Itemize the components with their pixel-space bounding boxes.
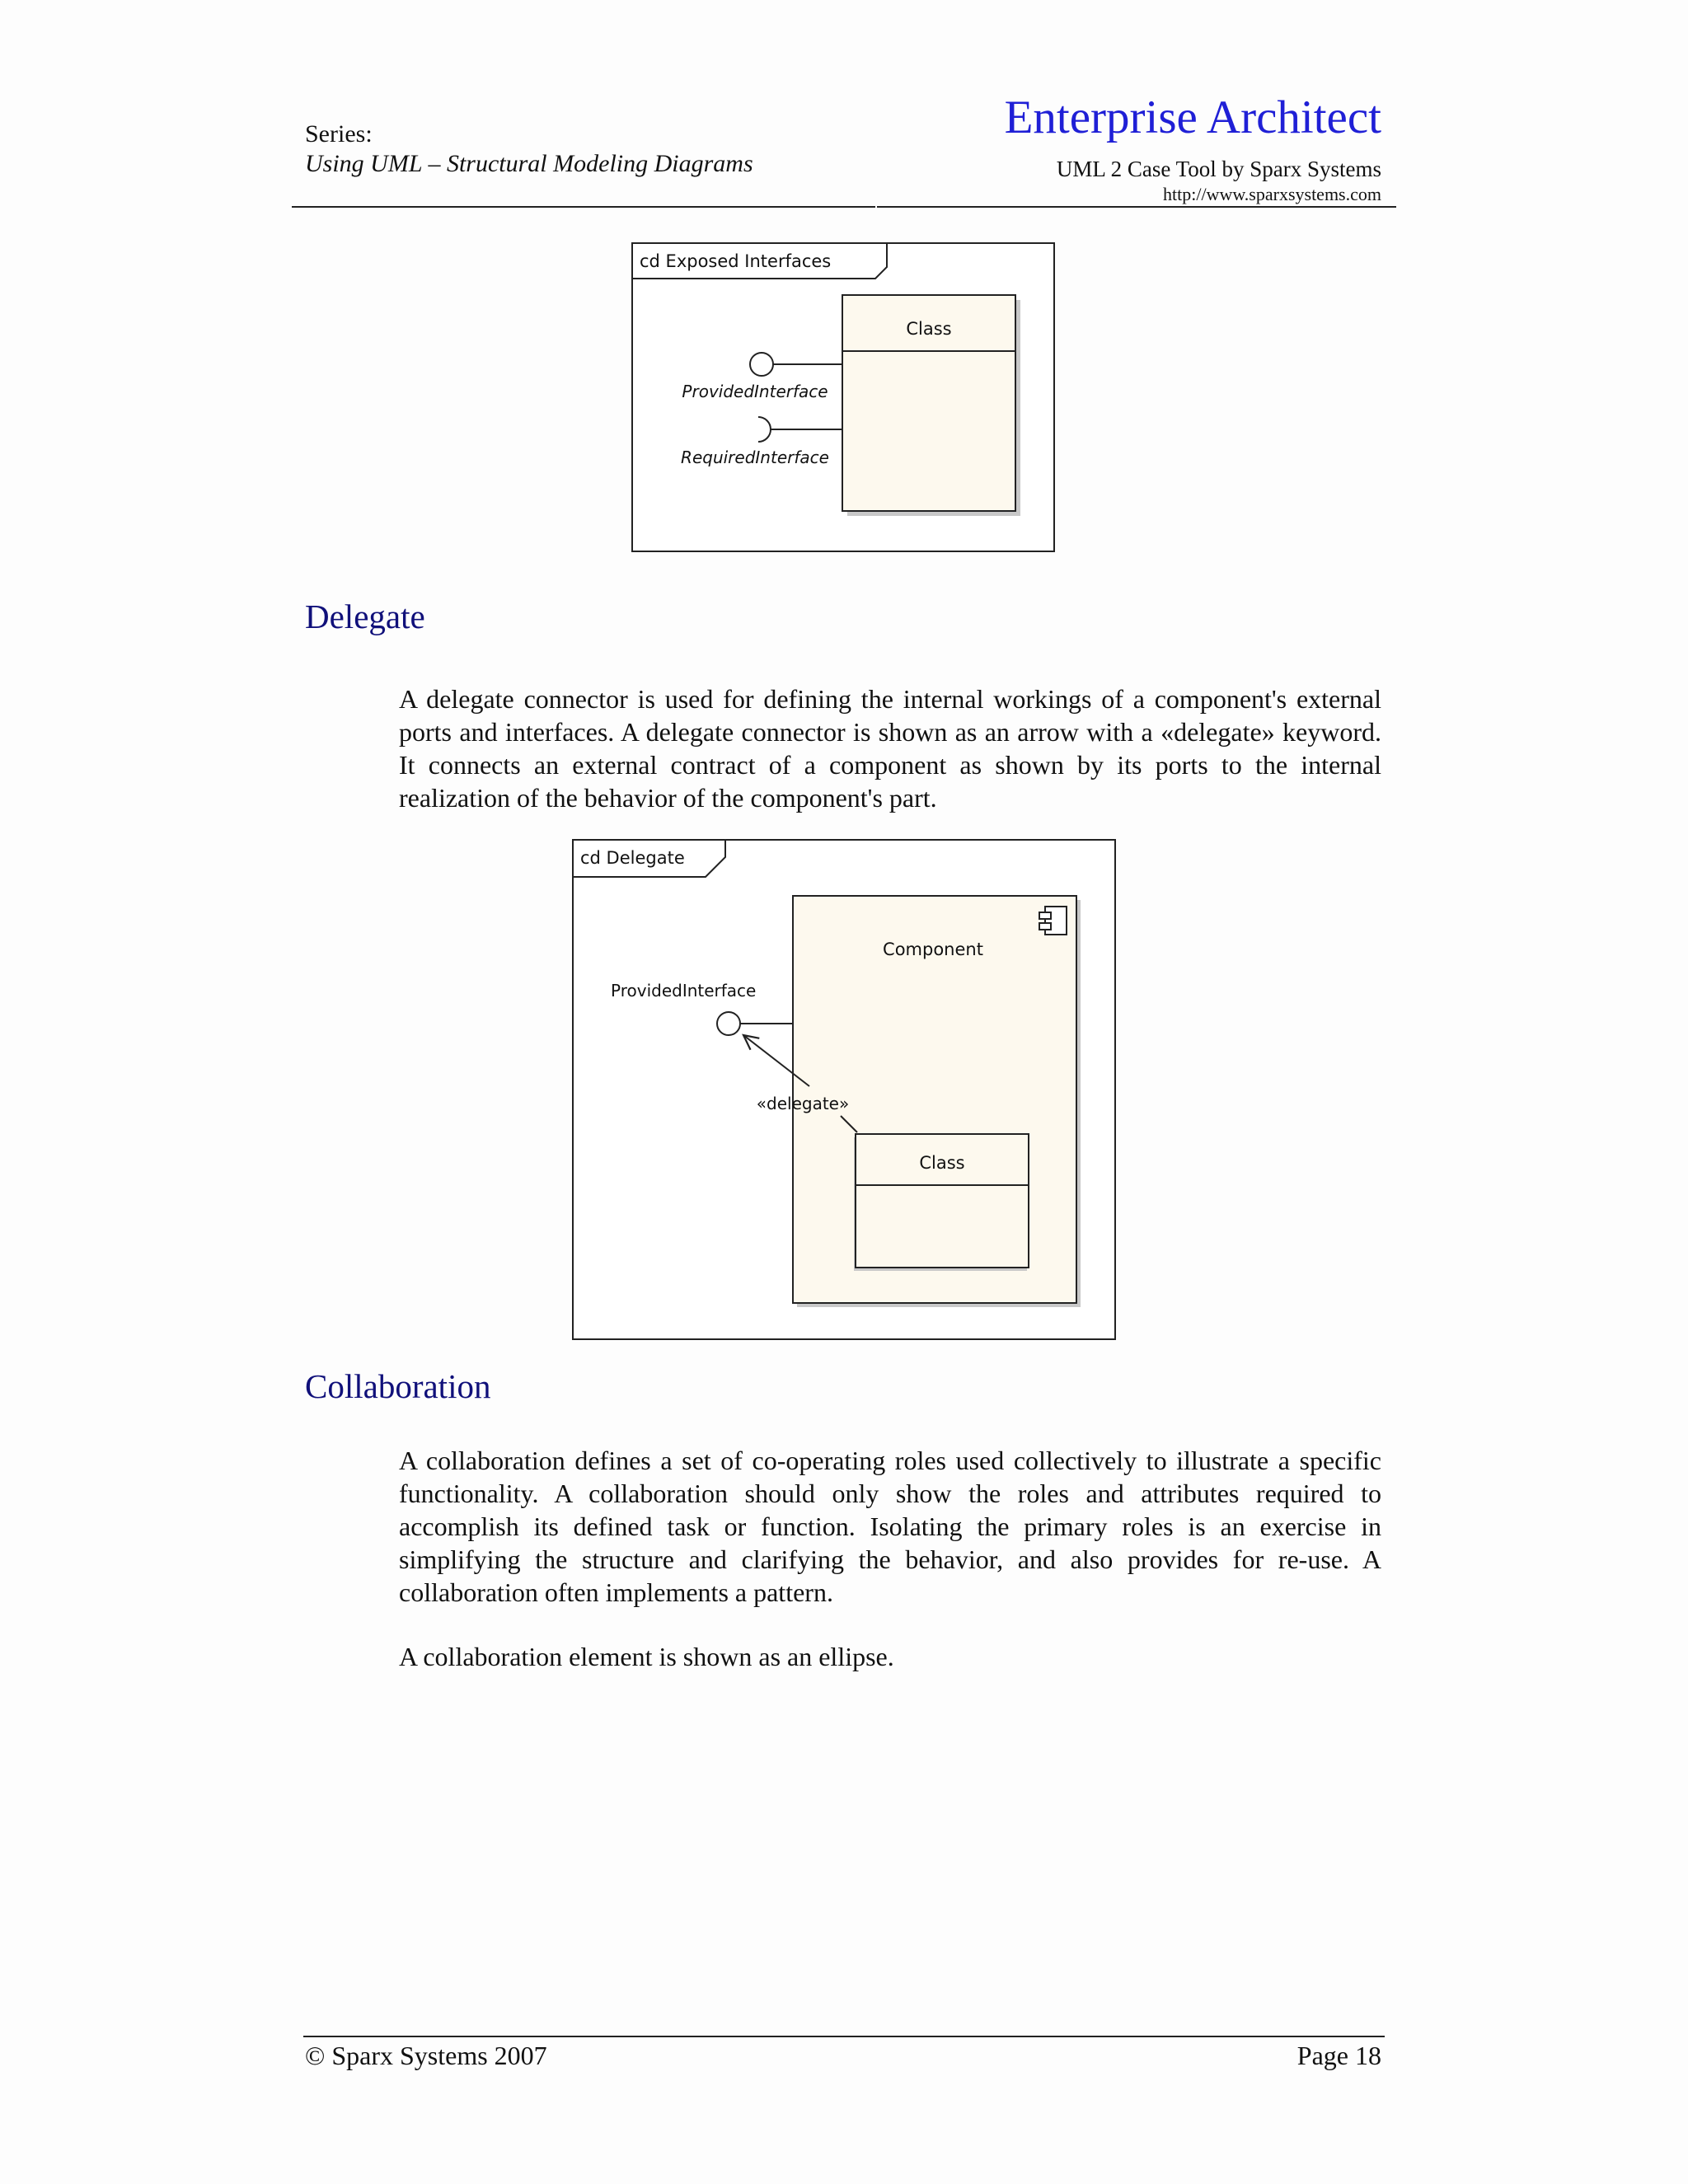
header-rule-left xyxy=(292,206,875,208)
series-label: Series: xyxy=(305,120,373,148)
delegate-paragraph: A delegate connector is used for defining the internal workings of a component's external ports and interfaces. A delegate connector is shown as an arrow with a «delegate» keyword. It connects an external contract of a component as shown by its ports to the internal realization of the behavior of the component's part. xyxy=(399,684,1381,813)
provided-interface-label: ProvidedInterface xyxy=(611,981,757,1001)
footer-rule xyxy=(303,2036,1385,2037)
provided-interface-icon[interactable] xyxy=(750,353,773,376)
delegate-keyword-label: «delegate» xyxy=(756,1094,850,1113)
series-title: Using UML – Structural Modeling Diagrams xyxy=(305,150,753,177)
collaboration-paragraph-2: A collaboration element is shown as an ellipse. xyxy=(399,1642,894,1671)
inner-class-name: Class xyxy=(919,1153,965,1173)
frame-label: cd Exposed Interfaces xyxy=(640,251,832,271)
collaboration-heading: Collaboration xyxy=(305,1367,491,1405)
brand-subtitle: UML 2 Case Tool by Sparx Systems xyxy=(1056,157,1381,181)
exposed-interfaces-diagram xyxy=(631,242,1057,554)
brand-url[interactable]: http://www.sparxsystems.com xyxy=(1163,184,1381,204)
provided-interface-label: ProvidedInterface xyxy=(682,382,828,401)
delegate-diagram xyxy=(572,839,1118,1342)
provided-interface-icon[interactable] xyxy=(717,1012,740,1035)
required-interface-label: RequiredInterface xyxy=(681,448,829,467)
brand-title: Enterprise Architect xyxy=(1004,91,1381,143)
component-name: Component xyxy=(883,940,983,959)
footer-page-number: Page 18 xyxy=(1296,2041,1381,2070)
frame-label: cd Delegate xyxy=(580,848,685,868)
delegate-heading: Delegate xyxy=(305,598,425,635)
class-name: Class xyxy=(906,319,952,339)
collaboration-paragraph-1: A collaboration defines a set of co-operating roles used collectively to illustrate a specific functionality. A collaboration should only show the roles and attributes required to accomplish its defined task or function. Isolating the primary roles is an exercise in simplifying the structure and clarifying the behavior, and also provides for re-use. A collaboration often implements a pattern. xyxy=(399,1446,1381,1607)
footer-copyright: © Sparx Systems 2007 xyxy=(305,2041,547,2070)
header-rule-right xyxy=(877,206,1396,208)
